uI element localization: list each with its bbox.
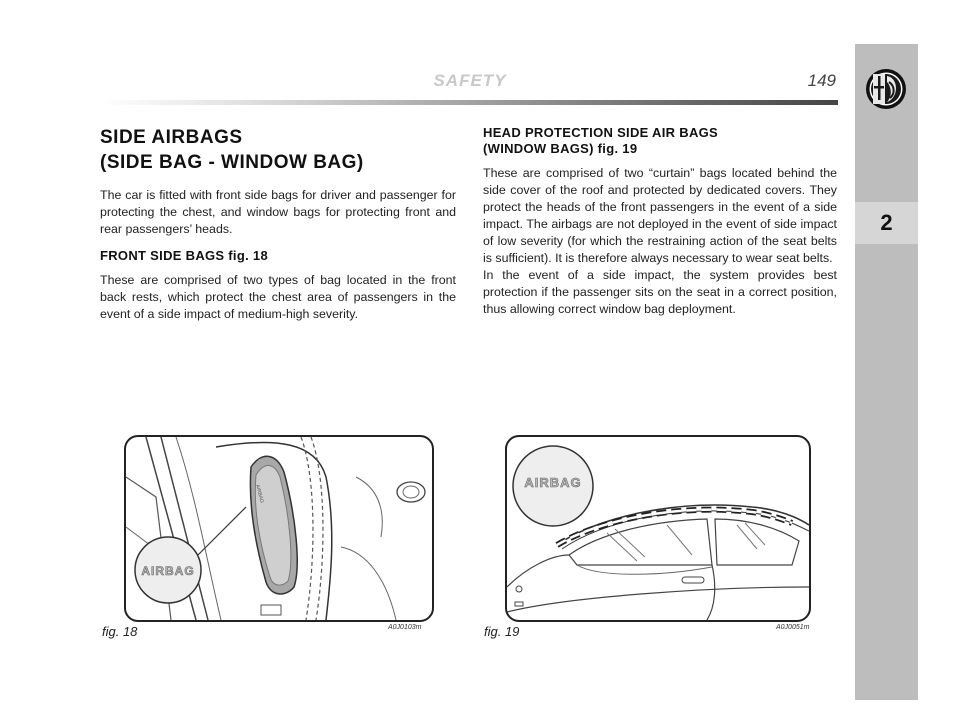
right-column bbox=[483, 125, 837, 318]
chapter-tab-strip bbox=[855, 44, 918, 700]
window-bags-heading bbox=[483, 125, 837, 157]
alfa-romeo-badge-icon bbox=[865, 68, 907, 110]
figure-19-code: A0J0051m bbox=[776, 624, 810, 631]
main-heading bbox=[100, 125, 456, 175]
window-bags-paragraph-1: These are comprised of two “curtain” bags located behind the side cover of the roof and protected by dedicated covers. They protect the heads of the front passengers in the event of a side impact. The airbags are not deployed in the event of side impact of low severity (for which the restraining action of the seat belts is sufficient). It is therefore always necessary to wear seat belts. bbox=[483, 166, 837, 265]
figure-18-illustration bbox=[124, 435, 434, 622]
airbag-badge-label: AIRBAG bbox=[524, 475, 582, 490]
figure-19-caption: fig. 19 bbox=[484, 624, 520, 639]
main-heading-line2: (SIDE BAG - WINDOW BAG) bbox=[100, 152, 364, 173]
figure-18-caption: fig. 18 bbox=[102, 624, 138, 639]
chapter-number: 2 bbox=[880, 210, 893, 235]
page-number: 149 bbox=[807, 71, 836, 90]
window-bags-heading-line1: HEAD PROTECTION SIDE AIR BAGS bbox=[483, 125, 719, 140]
section-title: SAFETY bbox=[433, 71, 507, 90]
seat-airbag-label: AIRBAG bbox=[254, 483, 265, 504]
window-bags-heading-line2: (WINDOW BAGS) fig. 19 bbox=[483, 141, 638, 156]
front-side-bags-heading: FRONT SIDE BAGS fig. 18 bbox=[100, 248, 268, 263]
airbag-badge-label: AIRBAG bbox=[141, 564, 195, 578]
front-side-bags-paragraph: These are comprised of two types of bag located in the front back rests, which protect the chest area of passengers in the event of a side impact of medium-high severity. bbox=[100, 273, 456, 321]
intro-paragraph: The car is fitted with front side bags for driver and passenger for protecting the chest, and window bags for protecting front and rear passengers’ heads. bbox=[100, 188, 456, 236]
window-bags-paragraph-2: In the event of a side impact, the system provides best protection if the passenger sits on the seat in a correct position, thus allowing correct window bag deployment. bbox=[483, 268, 837, 316]
left-column bbox=[100, 125, 456, 323]
figure-19-illustration bbox=[505, 435, 811, 622]
figure-18-code: A0J0103m bbox=[388, 624, 422, 631]
chapter-number-tab[interactable] bbox=[855, 202, 918, 244]
seat-side-bag-drawing bbox=[126, 437, 432, 620]
header-divider bbox=[100, 100, 838, 105]
main-heading-line1: SIDE AIRBAGS bbox=[100, 127, 243, 148]
window-bag-drawing bbox=[507, 437, 809, 620]
